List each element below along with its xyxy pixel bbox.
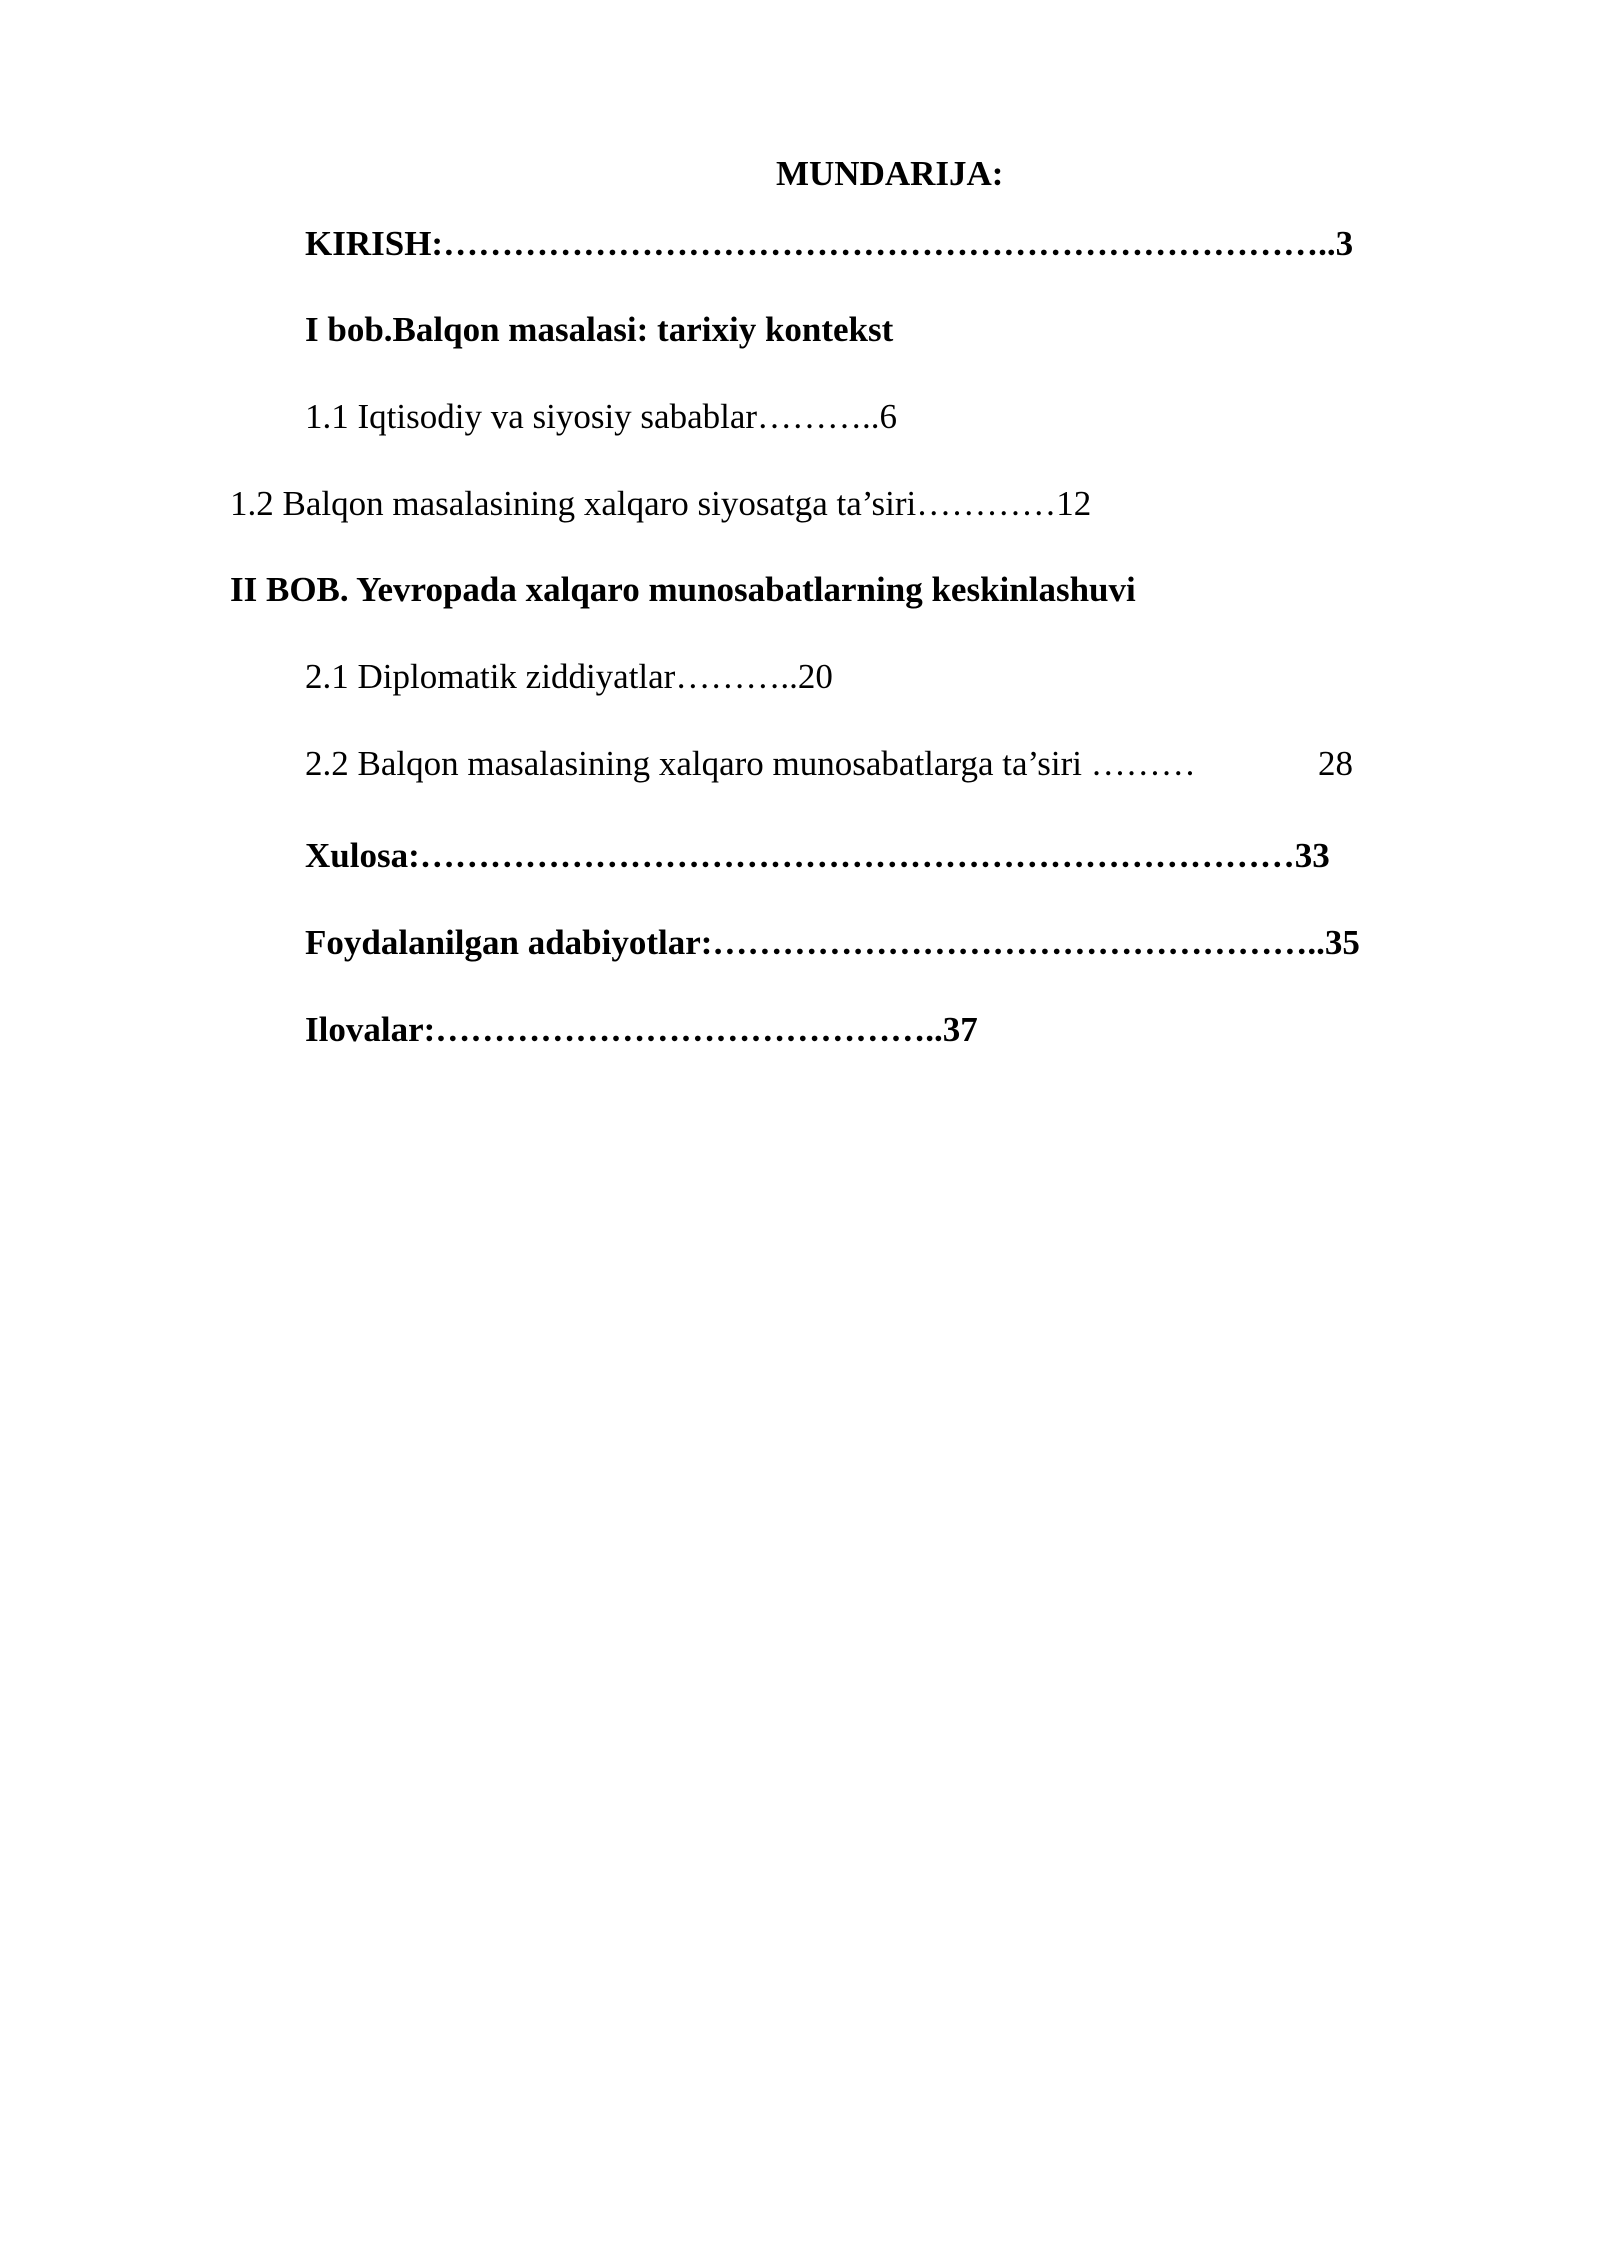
toc-entry-kirish: KIRISH:…………………………………………………………………..3 bbox=[305, 224, 1354, 263]
toc-entry-ilovalar: Ilovalar:……………………………………..37 bbox=[305, 1010, 978, 1049]
toc-section-1-2: 1.2 Balqon masalasining xalqaro siyosatga ta’siri…………12 bbox=[230, 484, 1092, 523]
toc-entry-foydalanilgan-adabiyotlar: Foydalanilgan adabiyotlar:……………………………………………..35 bbox=[305, 923, 1360, 962]
toc-chapter-1: I bob.Balqon masalasi: tarixiy kontekst bbox=[305, 310, 894, 349]
toc-section-1-1: 1.1 Iqtisodiy va siyosiy sabablar………..6 bbox=[305, 397, 898, 436]
page-title: MUNDARIJA: bbox=[776, 154, 1004, 193]
toc-section-2-1: 2.1 Diplomatik ziddiyatlar………..20 bbox=[305, 657, 833, 696]
toc-chapter-2: II BOB. Yevropada xalqaro munosabatlarning keskinlashuvi bbox=[230, 570, 1136, 609]
toc-section-2-2-page-number: 28 bbox=[1318, 744, 1353, 783]
toc-entry-xulosa: Xulosa:…………………………………………………………………33 bbox=[305, 836, 1330, 875]
toc-section-2-2: 2.2 Balqon masalasining xalqaro munosabatlarga ta’siri ……… bbox=[305, 744, 1196, 783]
